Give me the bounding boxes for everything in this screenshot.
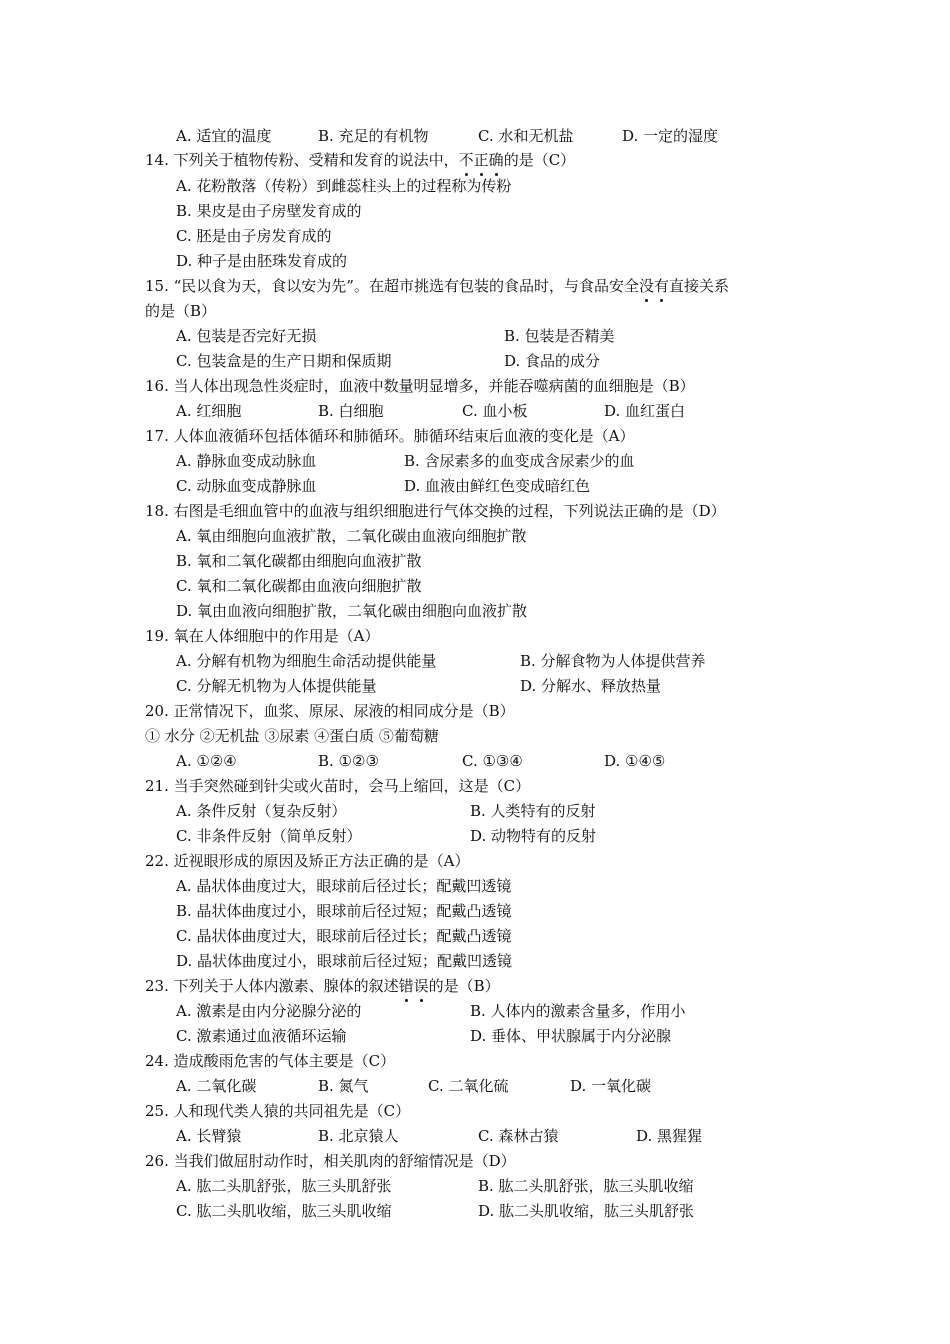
q15-emphasis-char: 有 [653,277,669,295]
q16-option-c: C. 血小板 [462,402,528,420]
q15-stem-pre: 15. “民以食为天，食以安为先”。在超市挑选有包装的食品时，与食品安全 [145,277,639,295]
q26-option-b: B. 肱二头肌舒张，肱三头肌收缩 [478,1177,694,1195]
q14-stem-post: 的是（C） [503,151,576,169]
q14-option-a: A. 花粉散落（传粉）到雌蕊柱头上的过程称为传粉 [176,177,512,195]
q22-stem: 22. 近视眼形成的原因及矫正方法正确的是（A） [145,852,470,870]
q21-stem: 21. 当手突然碰到针尖或火苗时，会马上缩回，这是（C） [145,777,531,795]
q20-stem: 20. 正常情况下，血浆、原尿、尿液的相同成分是（B） [145,702,515,720]
q22-option-b: B. 晶状体曲度过小，眼球前后径过短；配戴凸透镜 [176,902,512,920]
q24-stem: 24. 造成酸雨危害的气体主要是（C） [145,1052,396,1070]
q24-option-b: B. 氮气 [318,1077,369,1095]
q26-stem: 26. 当我们做屈肘动作时，相关肌肉的舒缩情况是（D） [145,1152,516,1170]
q23-emphasis-char: 错 [398,977,414,995]
q14-stem-pre: 14. 下列关于植物传粉、受精和发育的说法中， [145,151,459,169]
q23-stem-pre: 23. 下列关于人体内激素、腺体的叙述 [145,977,399,995]
q23-stem-post: 的是（B） [428,977,500,995]
q24-option-c: C. 二氧化硫 [428,1077,509,1095]
q26-option-a: A. 肱二头肌舒张，肱三头肌舒张 [176,1177,392,1195]
q14-emphasis-char: 确 [488,151,504,169]
q20-items: ① 水分 ②无机盐 ③尿素 ④蛋白质 ⑤葡萄糖 [145,727,439,745]
q15-stem-line2: 的是（B） [145,302,217,320]
q23-emphasis-char: 误 [413,977,429,995]
q16-stem: 16. 当人体出现急性炎症时，血液中数量明显增多，并能吞噬病菌的血细胞是（B） [145,377,695,395]
q18-stem: 18. 右图是毛细血管中的血液与组织细胞进行气体交换的过程，下列说法正确的是（D） [145,502,726,520]
q17-option-a: A. 静脉血变成动脉血 [176,452,317,470]
q21-option-c: C. 非条件反射（简单反射） [176,827,362,845]
q25-stem: 25. 人和现代类人猿的共同祖先是（C） [145,1102,411,1120]
q14-option-d: D. 种子是由胚珠发育成的 [176,252,348,270]
q19-stem: 19. 氧在人体细胞中的作用是（A） [145,627,380,645]
q15-option-b: B. 包装是否精美 [504,327,615,345]
q22-option-d: D. 晶状体曲度过小，眼球前后径过短；配戴凹透镜 [176,952,513,970]
q19-option-c: C. 分解无机物为人体提供能量 [176,677,377,695]
q15-stem-post: 直接关系 [669,277,730,295]
q18-option-d: D. 氧由血液向细胞扩散，二氧化碳由细胞向血液扩散 [176,602,528,620]
q23-stem [145,976,500,996]
q13-option-a: A. 适宜的温度 [176,127,272,145]
q24-option-d: D. 一氧化碳 [570,1077,652,1095]
q16-option-d: D. 血红蛋白 [604,402,686,420]
q18-option-b: B. 氧和二氧化碳都由细胞向血液扩散 [176,552,422,570]
q15-stem [145,276,729,296]
q21-option-a: A. 条件反射（复杂反射） [176,802,347,820]
q14-option-b: B. 果皮是由子房壁发育成的 [176,202,362,220]
q20-option-b: B. ①②③ [318,752,379,770]
q16-option-a: A. 红细胞 [176,402,242,420]
q13-option-b: B. 充足的有机物 [318,127,429,145]
q23-option-a: A. 激素是由内分泌腺分泌的 [176,1002,362,1020]
q25-option-b: B. 北京猿人 [318,1127,399,1145]
q23-option-b: B. 人体内的激素含量多，作用小 [470,1002,686,1020]
q25-option-c: C. 森林古猿 [478,1127,559,1145]
q17-option-d: D. 血液由鲜红色变成暗红色 [404,477,591,495]
q15-emphasis-char: 没 [638,277,654,295]
q18-option-a: A. 氧由细胞向血液扩散，二氧化碳由血液向细胞扩散 [176,527,527,545]
q14-stem [145,150,575,170]
q25-option-d: D. 黑猩猩 [636,1127,703,1145]
q21-option-d: D. 动物特有的反射 [470,827,597,845]
q17-option-b: B. 含尿素多的血变成含尿素少的血 [404,452,635,470]
q23-option-d: D. 垂体、甲状腺属于内分泌腺 [470,1027,672,1045]
q20-option-d: D. ①④⑤ [604,752,666,770]
q13-option-c: C. 水和无机盐 [478,127,574,145]
q15-option-c: C. 包装盒是的生产日期和保质期 [176,352,392,370]
q19-option-a: A. 分解有机物为细胞生命活动提供能量 [176,652,437,670]
q16-option-b: B. 白细胞 [318,402,384,420]
q15-option-a: A. 包装是否完好无损 [176,327,317,345]
q26-option-d: D. 肱二头肌收缩，肱三头肌舒张 [478,1202,695,1220]
q15-option-d: D. 食品的成分 [504,352,601,370]
q22-option-c: C. 晶状体曲度过大，眼球前后径过长；配戴凸透镜 [176,927,512,945]
q17-option-c: C. 动脉血变成静脉血 [176,477,317,495]
q21-option-b: B. 人类特有的反射 [470,802,596,820]
q25-option-a: A. 长臂猿 [176,1127,242,1145]
q24-option-a: A. 二氧化碳 [176,1077,257,1095]
q23-option-c: C. 激素通过血液循环运输 [176,1027,347,1045]
q14-emphasis-char: 不 [458,151,474,169]
q19-option-d: D. 分解水、释放热量 [520,677,662,695]
q22-option-a: A. 晶状体曲度过大，眼球前后径过长；配戴凹透镜 [176,877,512,895]
q13-option-d: D. 一定的湿度 [622,127,719,145]
q14-emphasis-char: 正 [473,151,489,169]
q17-stem: 17. 人体血液循环包括体循环和肺循环。肺循环结束后血液的变化是（A） [145,427,635,445]
q18-option-c: C. 氧和二氧化碳都由血液向细胞扩散 [176,577,422,595]
q14-option-c: C. 胚是由子房发育成的 [176,227,332,245]
q20-option-c: C. ①③④ [462,752,523,770]
q20-option-a: A. ①②④ [176,752,237,770]
q19-option-b: B. 分解食物为人体提供营养 [520,652,706,670]
q26-option-c: C. 肱二头肌收缩，肱三头肌收缩 [176,1202,392,1220]
